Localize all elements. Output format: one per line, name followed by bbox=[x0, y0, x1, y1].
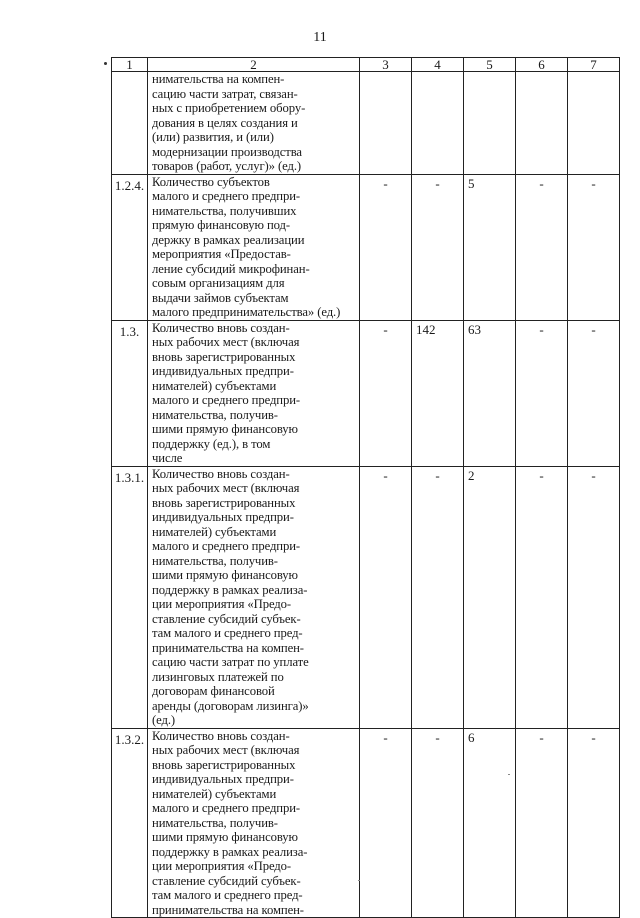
cell-col-3: - bbox=[360, 728, 412, 918]
row-number: 1.3.2. bbox=[112, 728, 148, 918]
cell-col-3: - bbox=[360, 466, 412, 728]
cell-col-5: 5 bbox=[464, 174, 516, 320]
header-col-1: 1 bbox=[112, 58, 148, 72]
table-row bbox=[112, 728, 620, 918]
header-col-3: 3 bbox=[360, 58, 412, 72]
scan-speck bbox=[358, 880, 360, 881]
row-number: 1.2.4. bbox=[112, 174, 148, 320]
cell-col-7: - bbox=[568, 320, 620, 466]
table-row bbox=[112, 174, 620, 320]
row-description: Количество вновь создан- ных рабочих мест (включая вновь зарегистрированных индивидуальных предпри- нимателей) субъектами малого и среднего предпри- нимательства, получив- шими прямую финансовую поддержку в рамках реализа- ции мероприятия «Предо- ставление субсидий субъек- там малого и среднего пред- принимательства на компен- bbox=[148, 728, 360, 918]
cell-col-5 bbox=[464, 72, 516, 175]
table-row bbox=[112, 72, 620, 175]
cell-col-6: - bbox=[516, 174, 568, 320]
header-col-2: 2 bbox=[148, 58, 360, 72]
row-number bbox=[112, 72, 148, 175]
cell-col-6: - bbox=[516, 728, 568, 918]
cell-col-4 bbox=[412, 72, 464, 175]
header-col-6: 6 bbox=[516, 58, 568, 72]
row-description: нимательства на компен- сацию части затрат, связан- ных с приобретением обору- дования в целях создания и (или) развития, и (или) модернизации производства товаров (работ, услуг)» (ед.) bbox=[148, 72, 360, 175]
cell-col-5: 6 bbox=[464, 728, 516, 918]
cell-col-7: - bbox=[568, 728, 620, 918]
table-row bbox=[112, 320, 620, 466]
cell-col-3: - bbox=[360, 320, 412, 466]
cell-col-4: - bbox=[412, 466, 464, 728]
cell-col-7: - bbox=[568, 174, 620, 320]
header-col-7: 7 bbox=[568, 58, 620, 72]
cell-col-7 bbox=[568, 72, 620, 175]
cell-col-4: - bbox=[412, 728, 464, 918]
cell-col-5: 63 bbox=[464, 320, 516, 466]
cell-col-6: - bbox=[516, 466, 568, 728]
cell-col-4: - bbox=[412, 174, 464, 320]
scan-speck bbox=[508, 774, 510, 775]
header-row bbox=[112, 58, 620, 72]
indicators-table bbox=[111, 57, 620, 918]
table-row bbox=[112, 466, 620, 728]
row-description: Количество вновь создан- ных рабочих мест (включая вновь зарегистрированных индивидуальных предпри- нимателей) субъектами малого и среднего предпри- нимательства, получив- шими прямую финансовую поддержку (ед.), в том числе bbox=[148, 320, 360, 466]
cell-col-5: 2 bbox=[464, 466, 516, 728]
cell-col-6 bbox=[516, 72, 568, 175]
row-number: 1.3. bbox=[112, 320, 148, 466]
cell-col-7: - bbox=[568, 466, 620, 728]
header-col-5: 5 bbox=[464, 58, 516, 72]
row-number: 1.3.1. bbox=[112, 466, 148, 728]
header-col-4: 4 bbox=[412, 58, 464, 72]
cell-col-3: - bbox=[360, 174, 412, 320]
cell-col-4: 142 bbox=[412, 320, 464, 466]
page-number: 11 bbox=[313, 30, 327, 45]
scan-dot bbox=[104, 62, 107, 65]
row-description: Количество субъектов малого и среднего предпри- нимательства, получивших прямую финансовую под- держку в рамках реализации мероприятия «Предостав- ление субсидий микрофинан- совым организациям для выдачи займов субъектам малого предпринимательства» (ед.) bbox=[148, 174, 360, 320]
cell-col-3 bbox=[360, 72, 412, 175]
cell-col-6: - bbox=[516, 320, 568, 466]
row-description: Количество вновь создан- ных рабочих мест (включая вновь зарегистрированных индивидуальных предпри- нимателей) субъектами малого и среднего предпри- нимательства, получив- шими прямую финансовую поддержку в рамках реализа- ции мероприятия «Предо- ставление субсидий субъек- там малого и среднего пред- принимательства на компен- сацию части затрат по уплате лизинговых платежей по договорам финансовой аренды (договорам лизинга)» (ед.) bbox=[148, 466, 360, 728]
